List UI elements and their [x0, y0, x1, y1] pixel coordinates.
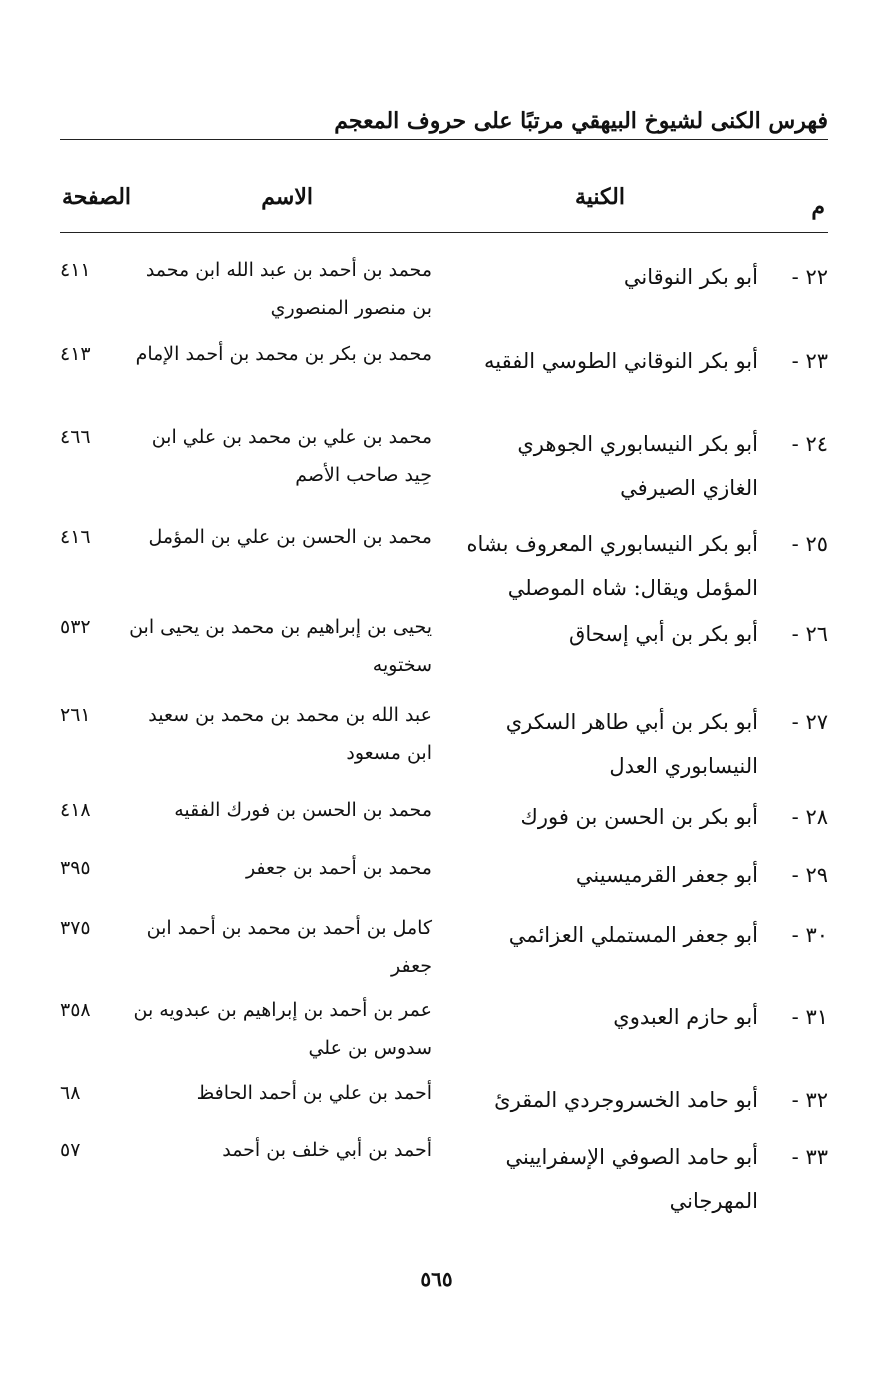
entry-number: ٣٠ - [791, 923, 828, 947]
entry-kunya: أبو حازم العبدوي [613, 1005, 758, 1029]
entry-number: ٢٢ - [791, 265, 828, 289]
entry-page: ٢٦١ [60, 704, 91, 726]
running-head: فهرس الكنى لشيوخ البيهقي مرتبًا على حروف المعجم [334, 108, 828, 134]
entry-page: ٤١٨ [60, 799, 91, 821]
entry-page: ٤١١ [60, 259, 91, 281]
column-header-number: م [811, 194, 825, 220]
entry-kunya: أبو بكر النوقاني الطوسي الفقيه [484, 349, 758, 373]
entry-number: ٢٣ - [791, 349, 828, 373]
entry-number: ٣٢ - [791, 1088, 828, 1112]
entry-number: ٢٥ - [791, 532, 828, 556]
entry-number: ٢٦ - [791, 622, 828, 646]
entry-name: أحمد بن علي بن أحمد الحافظ [196, 1082, 432, 1104]
entry-name: عبد الله بن محمد بن محمد بن سعيد ابن مسعود [148, 704, 432, 764]
entry-number: ٣٣ - [791, 1145, 828, 1169]
entry-name: محمد بن علي بن محمد بن علي ابن حِيد صاحب الأصم [151, 426, 432, 486]
entry-name: أحمد بن أبي خلف بن أحمد [222, 1139, 432, 1161]
entry-kunya: أبو بكر بن أبي إسحاق [569, 622, 758, 646]
entry-name: عمر بن أحمد بن إبراهيم بن عبدويه بن سدوس بن علي [133, 999, 432, 1059]
entry-kunya: أبو بكر النيسابوري الجوهري الغازي الصيرفي [517, 432, 758, 500]
entry-number: ٢٩ - [791, 863, 828, 887]
entry-kunya: أبو جعفر المستملي العزائمي [508, 923, 758, 947]
entry-page: ٥٣٢ [60, 616, 91, 638]
entry-page: ٤١٦ [60, 526, 91, 548]
entry-page: ٤٦٦ [60, 426, 91, 448]
entry-page: ٣٥٨ [60, 999, 91, 1021]
entry-kunya: أبو بكر بن أبي طاهر السكري النيسابوري العدل [505, 710, 758, 778]
column-header-page: الصفحة [62, 184, 132, 210]
page-number: ٥٦٥ [420, 1267, 453, 1291]
entry-kunya: أبو حامد الخسروجردي المقرئ [494, 1088, 758, 1112]
entry-page: ٦٨ [60, 1082, 81, 1104]
entry-page: ٣٩٥ [60, 857, 91, 879]
entry-name: محمد بن الحسن بن علي بن المؤمل [148, 526, 432, 548]
table-head-rule [60, 232, 828, 233]
header-rule [60, 139, 828, 140]
entry-number: ٢٤ - [791, 432, 828, 456]
entry-kunya: أبو حامد الصوفي الإسفراييني المهرجاني [505, 1145, 758, 1213]
entry-name: محمد بن الحسن بن فورك الفقيه [174, 799, 432, 821]
entry-name: محمد بن أحمد بن عبد الله ابن محمد بن منصور المنصوري [145, 259, 432, 319]
entry-page: ٤١٣ [60, 343, 91, 365]
entry-kunya: أبو بكر بن الحسن بن فورك [520, 805, 758, 829]
column-header-kunya: الكنية [574, 184, 625, 210]
entry-kunya: أبو جعفر القرميسيني [575, 863, 758, 887]
entry-name: كامل بن أحمد بن محمد بن أحمد ابن جعفر [146, 917, 432, 977]
entry-page: ٥٧ [60, 1139, 81, 1161]
column-header-name: الاسم [261, 184, 313, 210]
entry-kunya: أبو بكر النيسابوري المعروف بشاه المؤمل ويقال: شاه الموصلي [466, 532, 758, 600]
entry-name: محمد بن أحمد بن جعفر [245, 857, 432, 879]
entry-number: ٣١ - [791, 1005, 828, 1029]
entry-number: ٢٨ - [791, 805, 828, 829]
entry-page: ٣٧٥ [60, 917, 91, 939]
entry-name: محمد بن بكر بن محمد بن أحمد الإمام [135, 343, 432, 365]
entry-kunya: أبو بكر النوقاني [623, 265, 758, 289]
entry-name: يحيى بن إبراهيم بن محمد بن يحيى ابن سختويه [129, 616, 432, 676]
entry-number: ٢٧ - [791, 710, 828, 734]
